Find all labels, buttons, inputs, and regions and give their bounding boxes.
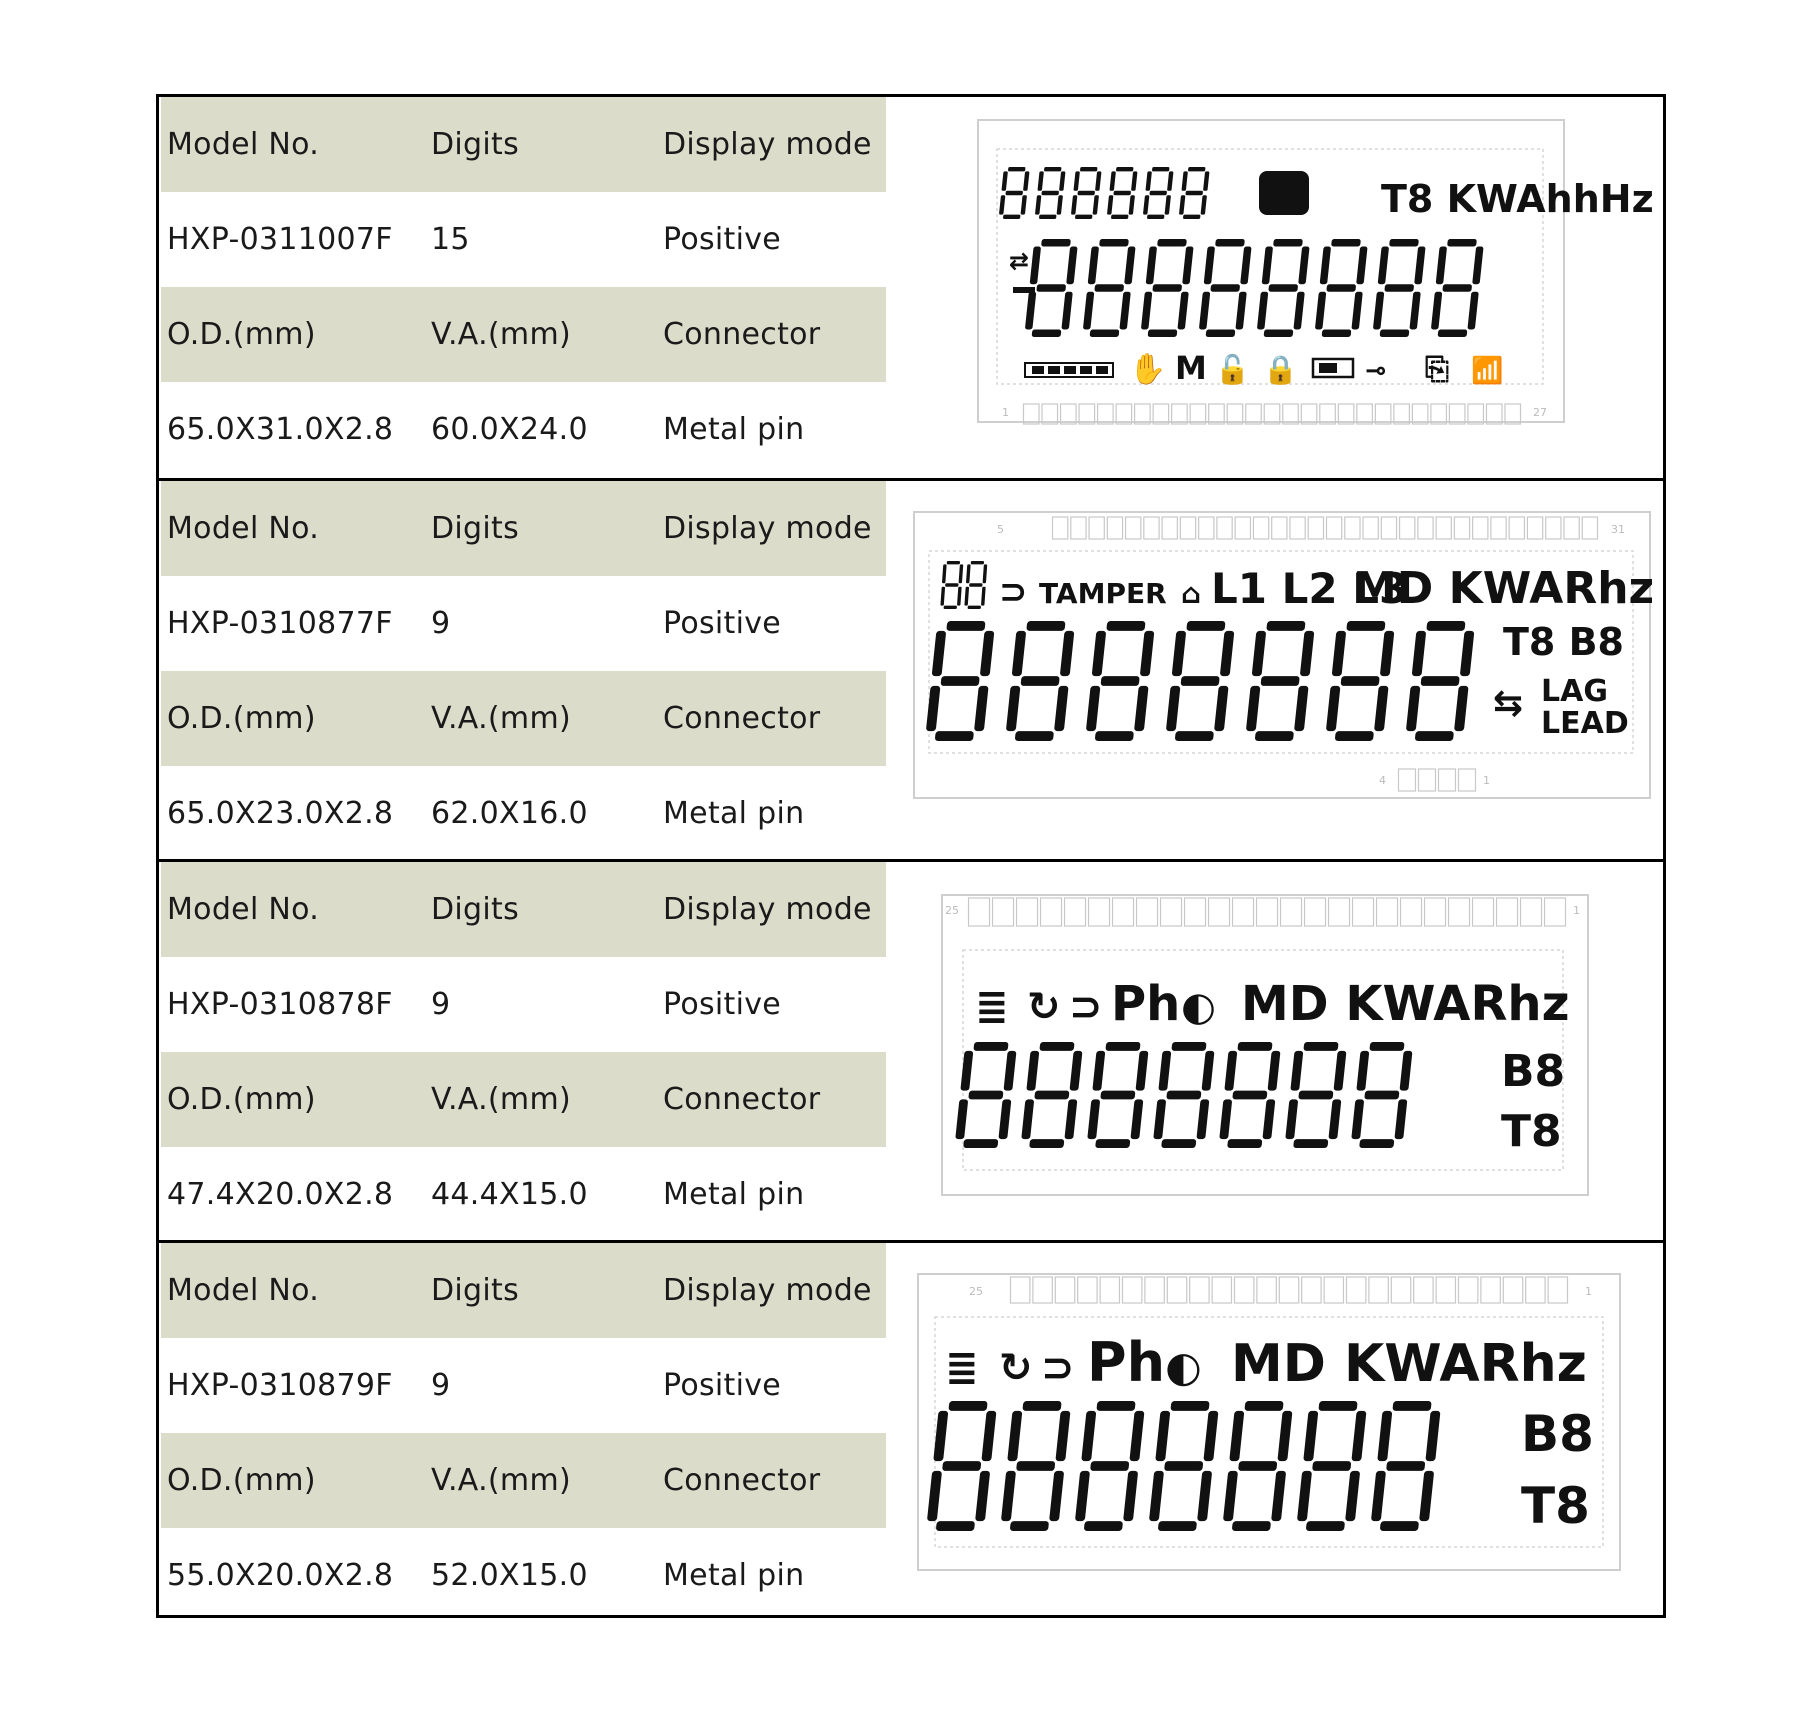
lcd-drawing bbox=[917, 1273, 1629, 1593]
spec-header-row bbox=[161, 1052, 886, 1147]
spec-value-row bbox=[161, 1147, 886, 1242]
connector-value: Metal pin bbox=[663, 1177, 805, 1212]
pin-label-c: 4 bbox=[1379, 774, 1386, 787]
product-block bbox=[159, 859, 1663, 1240]
va-value: 62.0X16.0 bbox=[431, 796, 588, 831]
unit-label: MD KWARhz bbox=[1353, 563, 1655, 614]
t8-label: T8 bbox=[1266, 179, 1308, 214]
direction-icon: ⇄ bbox=[1009, 247, 1030, 275]
pin-label-a: 5 bbox=[997, 523, 1004, 536]
model-value: HXP-0310878F bbox=[167, 987, 393, 1022]
label-od: O.D.(mm) bbox=[167, 1082, 316, 1117]
signal-icon: 📶 bbox=[1471, 356, 1504, 386]
od-value: 47.4X20.0X2.8 bbox=[167, 1177, 394, 1212]
spec-value-row bbox=[161, 192, 886, 287]
spec-value-row bbox=[161, 957, 886, 1052]
pin-label-end: 1 bbox=[1573, 904, 1580, 917]
unit-label: T8 KWAhhHz bbox=[1381, 177, 1654, 221]
m-icon: M bbox=[1175, 349, 1207, 387]
rotate-cw-icon: ↻ bbox=[999, 1345, 1033, 1391]
b8-label: B8 bbox=[1501, 1046, 1566, 1097]
pin-label-end: 27 bbox=[1533, 406, 1547, 419]
spec-table bbox=[161, 97, 886, 478]
va-value: 52.0X15.0 bbox=[431, 1558, 588, 1593]
label-model: Model No. bbox=[167, 1273, 320, 1308]
hand-icon: ✋ bbox=[1129, 352, 1167, 387]
relay-icon: ⊸ bbox=[1365, 356, 1387, 386]
rotate-icon: ⊃ bbox=[1069, 984, 1103, 1030]
b8-label: B8 bbox=[1521, 1405, 1594, 1463]
phase-label: Ph bbox=[1087, 1331, 1166, 1394]
digits-value: 15 bbox=[431, 222, 470, 257]
connector-value: Metal pin bbox=[663, 412, 805, 447]
display-mode-value: Positive bbox=[663, 222, 782, 257]
label-od: O.D.(mm) bbox=[167, 317, 316, 352]
lock-open-icon: 🔓 bbox=[1215, 353, 1250, 386]
spec-value-row bbox=[161, 576, 886, 671]
spec-header-row bbox=[161, 481, 886, 576]
label-model: Model No. bbox=[167, 511, 320, 546]
rotate-icon: ⊃ bbox=[999, 572, 1028, 612]
label-va: V.A.(mm) bbox=[431, 701, 571, 736]
spec-table bbox=[161, 1243, 886, 1618]
pin-label-b: 31 bbox=[1611, 523, 1625, 536]
lag-lead-arrows: ⇆ bbox=[1493, 683, 1524, 724]
digits-value: 9 bbox=[431, 1368, 451, 1403]
spec-header-row bbox=[161, 671, 886, 766]
model-value: HXP-0311007F bbox=[167, 222, 393, 257]
product-block bbox=[159, 97, 1663, 478]
product-block bbox=[159, 1240, 1663, 1618]
label-digits: Digits bbox=[431, 1273, 520, 1308]
model-value: HXP-0310879F bbox=[167, 1368, 393, 1403]
rotate-cw-icon: ↻ bbox=[1027, 984, 1061, 1030]
lcd-catalog-table bbox=[156, 94, 1666, 1618]
va-value: 60.0X24.0 bbox=[431, 412, 588, 447]
product-block bbox=[159, 478, 1663, 859]
od-value: 55.0X20.0X2.8 bbox=[167, 1558, 394, 1593]
menu-icon: ≣ bbox=[975, 984, 1009, 1030]
od-value: 65.0X23.0X2.8 bbox=[167, 796, 394, 831]
pin-label-start: 1 bbox=[1002, 406, 1009, 419]
label-digits: Digits bbox=[431, 511, 520, 546]
pin-label-start: 25 bbox=[969, 1285, 983, 1298]
label-model: Model No. bbox=[167, 127, 320, 162]
tariff-label: T8 B8 bbox=[1503, 620, 1624, 664]
label-connector: Connector bbox=[663, 1082, 821, 1117]
lead-label: LEAD bbox=[1541, 706, 1629, 741]
display-mode-value: Positive bbox=[663, 987, 782, 1022]
spec-header-row bbox=[161, 862, 886, 957]
tamper-label: TAMPER bbox=[1039, 577, 1167, 610]
lock-icon: 🔒 bbox=[1263, 353, 1298, 386]
connector-value: Metal pin bbox=[663, 796, 805, 831]
display-mode-value: Positive bbox=[663, 1368, 782, 1403]
spec-table bbox=[161, 862, 886, 1240]
label-od: O.D.(mm) bbox=[167, 1463, 316, 1498]
label-digits: Digits bbox=[431, 892, 520, 927]
lcd-preview bbox=[941, 894, 1601, 1214]
unit-label: MD KWARhz bbox=[1231, 1334, 1587, 1394]
label-display-mode: Display mode bbox=[663, 1273, 872, 1308]
lcd-preview bbox=[917, 1273, 1629, 1593]
label-va: V.A.(mm) bbox=[431, 1082, 571, 1117]
connector-value: Metal pin bbox=[663, 1558, 805, 1593]
moon-icon: ◐ bbox=[1165, 1342, 1202, 1391]
spec-value-row bbox=[161, 766, 886, 861]
lcd-drawing bbox=[941, 894, 1601, 1214]
od-value: 65.0X31.0X2.8 bbox=[167, 412, 394, 447]
spec-value-row bbox=[161, 1338, 886, 1433]
lag-label: LAG bbox=[1541, 674, 1608, 709]
label-connector: Connector bbox=[663, 701, 821, 736]
rotate-icon: ⊃ bbox=[1041, 1345, 1075, 1391]
label-display-mode: Display mode bbox=[663, 127, 872, 162]
model-value: HXP-0310877F bbox=[167, 606, 393, 641]
pin-label-end: 1 bbox=[1585, 1285, 1592, 1298]
digits-value: 9 bbox=[431, 987, 451, 1022]
t8-label: T8 bbox=[1521, 1477, 1590, 1535]
moon-icon: ◐ bbox=[1181, 984, 1216, 1030]
t8-label: T8 bbox=[1501, 1106, 1562, 1157]
spec-header-row bbox=[161, 97, 886, 192]
digits-value: 9 bbox=[431, 606, 451, 641]
unit-label: MD KWARhz bbox=[1241, 976, 1570, 1032]
spec-value-row bbox=[161, 1528, 886, 1623]
spec-header-row bbox=[161, 1433, 886, 1528]
label-od: O.D.(mm) bbox=[167, 701, 316, 736]
va-value: 44.4X15.0 bbox=[431, 1177, 588, 1212]
label-model: Model No. bbox=[167, 892, 320, 927]
phase-label: Ph bbox=[1111, 976, 1181, 1032]
label-digits: Digits bbox=[431, 127, 520, 162]
cover-icon: ⌂ bbox=[1181, 577, 1202, 610]
pin-label-start: 25 bbox=[945, 904, 959, 917]
label-connector: Connector bbox=[663, 1463, 821, 1498]
label-display-mode: Display mode bbox=[663, 511, 872, 546]
spec-value-row bbox=[161, 382, 886, 477]
lcd-drawing bbox=[977, 119, 1654, 454]
spec-table bbox=[161, 481, 886, 859]
pin-label-d: 1 bbox=[1483, 774, 1490, 787]
lcd-preview bbox=[913, 511, 1653, 831]
spec-header-row bbox=[161, 1243, 886, 1338]
label-display-mode: Display mode bbox=[663, 892, 872, 927]
menu-icon: ≣ bbox=[945, 1345, 979, 1391]
label-connector: Connector bbox=[663, 317, 821, 352]
display-mode-value: Positive bbox=[663, 606, 782, 641]
label-va: V.A.(mm) bbox=[431, 317, 571, 352]
label-va: V.A.(mm) bbox=[431, 1463, 571, 1498]
spec-header-row bbox=[161, 287, 886, 382]
lcd-drawing bbox=[913, 511, 1653, 831]
phase-label: L1 L2 L3 bbox=[1211, 564, 1409, 613]
meter-icon: ⎘ bbox=[1425, 352, 1449, 387]
lcd-preview bbox=[977, 119, 1654, 454]
